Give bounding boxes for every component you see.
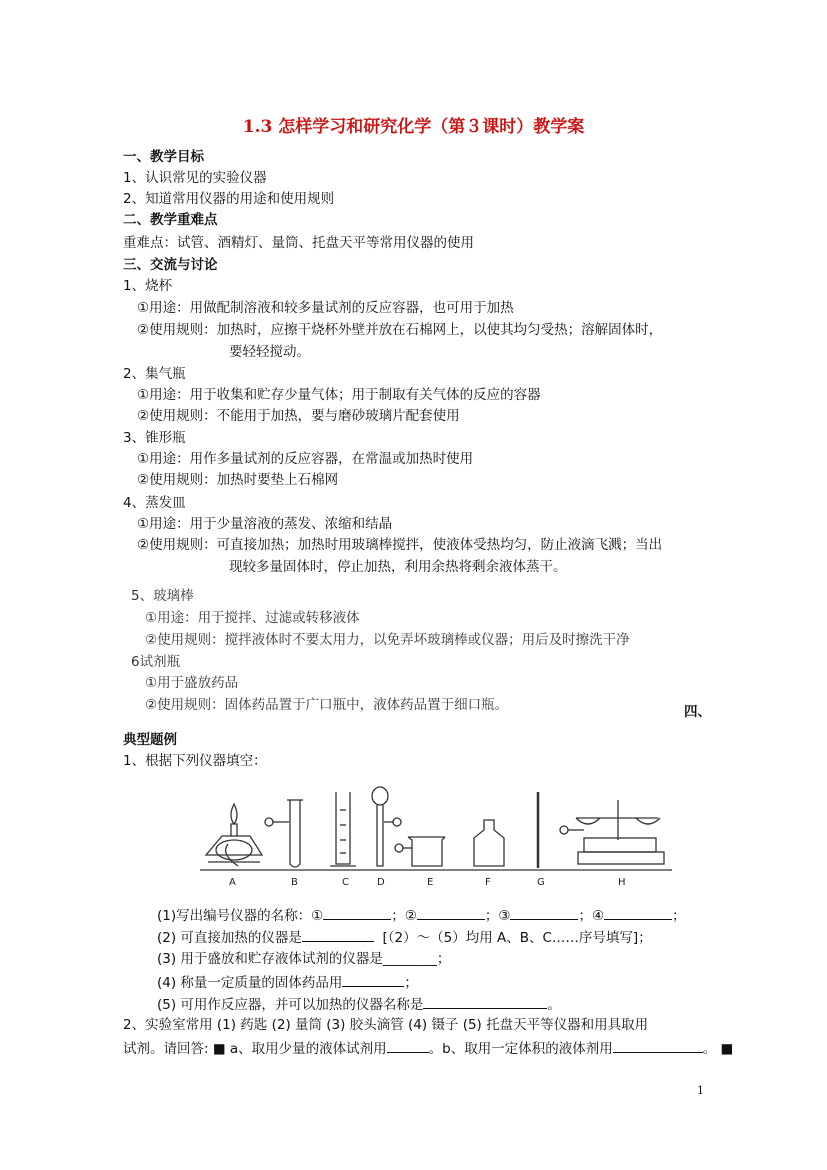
answer-blank[interactable]: [302, 927, 374, 942]
page-title: 1.3 怎样学习和研究化学（第３课时）教学案: [242, 117, 585, 137]
q1-part-1: (1)写出编号仪器的名称：① ；② ；③ ；④ ；: [157, 905, 686, 925]
diagram-label-e: E: [427, 877, 434, 888]
answer-blank[interactable]: [417, 905, 485, 920]
instrument-rule-cont: 现较多量固体时，停止加热，利用余热将剩余液体蒸干。: [229, 559, 567, 575]
q1-part-4: (4) 称量一定质量的固体药品用 ；: [157, 972, 418, 992]
instrument-name: 1、烧杯: [123, 278, 173, 294]
dropper-drawing: [372, 787, 401, 866]
instrument-rule: ②使用规则：不能用于加热，要与磨砂玻璃片配套使用: [137, 408, 460, 424]
instrument-use: ①用途：用于收集和贮存少量气体；用于制取有关气体的反应的容器: [137, 387, 541, 403]
diagram-label-a: A: [229, 877, 236, 888]
question-1: 1、根据下列仪器填空：: [123, 753, 267, 769]
instrument-use: ①用途：用于少量溶液的蒸发、浓缩和结晶: [137, 516, 393, 532]
diagram-label-h: H: [618, 877, 626, 888]
answer-blank[interactable]: [423, 994, 547, 1009]
objective-2: 2、知道常用仪器的用途和使用规则: [123, 191, 335, 207]
apparatus-diagram: [198, 780, 678, 880]
instrument-rule: ②使用规则：加热时要垫上石棉网: [137, 472, 339, 488]
question-2-line-2: 试剂。请回答: ■ a、取用少量的液体试剂用 。b、取用一定体积的液体剂用 。 ■: [123, 1038, 733, 1058]
section-3-heading: 三、交流与讨论: [123, 257, 218, 273]
diagram-label-d: D: [377, 877, 385, 888]
diagram-label-f: F: [485, 877, 491, 888]
answer-blank[interactable]: [604, 905, 672, 920]
alcohol-lamp-drawing: [206, 804, 262, 866]
q1-part-3: (3) 用于盛放和贮存液体试剂的仪器是________；: [157, 951, 451, 967]
answer-blank[interactable]: [510, 905, 578, 920]
instrument-rule: ②使用规则：搅拌液体时不要太用力，以免弄坏玻璃棒或仪器；用后及时擦洗干净: [145, 632, 630, 648]
page-number: 1: [697, 1084, 704, 1097]
answer-blank[interactable]: [323, 905, 391, 920]
instrument-rule-cont: 要轻轻搅动。: [229, 344, 310, 360]
section-4-heading-part: 四、: [684, 704, 711, 720]
q1-part-5: (5) 可用作反应器，并可以加热的仪器名称是 。: [157, 994, 561, 1014]
instrument-name: 3、锥形瓶: [123, 430, 186, 446]
graduated-cylinder-drawing: [330, 792, 356, 866]
key-points-text: 重难点：试管、酒精灯、量筒、托盘天平等常用仪器的使用: [123, 235, 474, 251]
instrument-use: ①用于盛放药品: [145, 675, 239, 691]
reagent-bottle-drawing: [474, 820, 504, 866]
balance-drawing: [560, 800, 664, 864]
test-tube-drawing: [265, 800, 303, 867]
instrument-use: ①用途：用作多量试剂的反应容器，在常温或加热时使用: [137, 451, 474, 467]
instrument-name: 2、集气瓶: [123, 366, 186, 382]
instrument-name: 6试剂瓶: [131, 654, 181, 670]
answer-blank[interactable]: [387, 1038, 429, 1053]
diagram-label-c: C: [342, 877, 349, 888]
answer-blank[interactable]: [613, 1038, 703, 1053]
q1-part-2: (2) 可直接加热的仪器是 [（2）～（5）均用 A、B、C……序号填写]；: [157, 927, 652, 947]
instrument-use: ①用途：用做配制溶液和较多量试剂的反应容器，也可用于加热: [137, 300, 514, 316]
instrument-rule: ②使用规则：加热时，应擦干烧杯外壁并放在石棉网上，以使其均匀受热；溶解固体时，: [137, 322, 663, 338]
diagram-label-g: G: [537, 877, 545, 888]
answer-blank[interactable]: [342, 972, 404, 987]
instrument-name: 4、蒸发皿: [123, 495, 186, 511]
section-4-heading: 典型题例: [123, 732, 177, 748]
section-1-heading: 一、教学目标: [123, 149, 204, 165]
question-2-line-1: 2、实验室常用 (1) 药匙 (2) 量筒 (3) 胶头滴管 (4) 镊子 (5) 托盘天平等仪器和用具取用: [123, 1017, 649, 1033]
instrument-rule: ②使用规则：固体药品置于广口瓶中，液体药品置于细口瓶。: [145, 697, 509, 713]
instrument-rule: ②使用规则：可直接加热；加热时用玻璃棒搅拌，使液体受热均匀，防止液滴飞溅；当出: [137, 537, 663, 553]
diagram-label-b: B: [291, 877, 298, 888]
instrument-name: 5、玻璃棒: [131, 588, 194, 604]
objective-1: 1、认识常见的实验仪器: [123, 170, 267, 186]
instrument-use: ①用途：用于搅拌、过滤或转移液体: [145, 610, 360, 626]
beaker-drawing: [395, 837, 445, 866]
section-2-heading: 二、教学重难点: [123, 212, 218, 228]
